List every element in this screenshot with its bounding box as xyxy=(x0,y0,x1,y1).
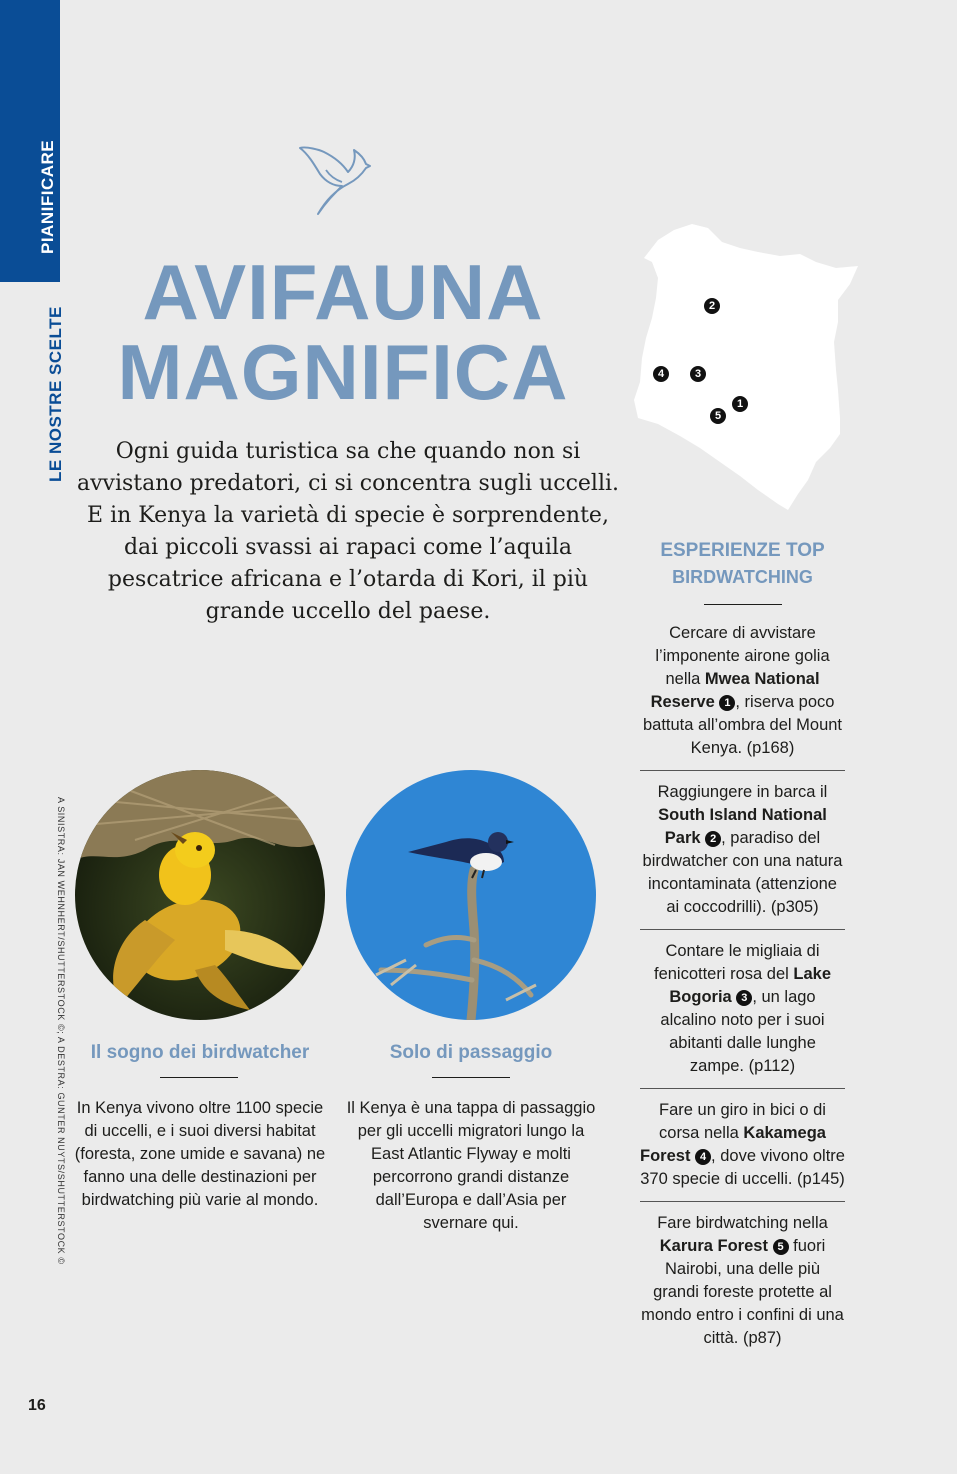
experiences-divider xyxy=(704,604,782,605)
experience-item: Cercare di avvistare l’imponente airone golia nella Mwea National Reserve 1 , riserva poco battuta all’ombra del Mount Kenya. (p168) xyxy=(640,612,845,771)
page-number: 16 xyxy=(28,1397,46,1414)
experience-item: Raggiungere in barca il South Island National Park 2 , paradiso del birdwatcher con una natura incontaminata (attenzione ai coccodrilli). (p305) xyxy=(640,771,845,930)
feature-divider xyxy=(432,1077,510,1078)
feature-divider xyxy=(160,1077,238,1078)
place-number: 4 xyxy=(695,1149,711,1165)
map-marker-4: 4 xyxy=(653,366,669,382)
place-number: 3 xyxy=(736,990,752,1006)
section-label: LE NOSTRE SCELTE xyxy=(46,306,65,482)
place-name: Lake Bogoria xyxy=(669,965,831,1006)
place-name: Karura Forest xyxy=(659,1237,768,1255)
place-number: 1 xyxy=(719,695,735,711)
intro-text: Ogni guida turistica sa che quando non si avvistano predatori, ci si concentra sugli uccelli. E in Kenya la varietà di specie è sorprendente, dai piccoli svassi ai rapaci come l’aquila pescatrice africana e l’otarda di Kori, il più grande uccello del paese. xyxy=(76,439,620,624)
experiences-title xyxy=(640,538,845,590)
feature-title: Il sogno dei birdwatcher xyxy=(90,1042,310,1063)
swallow-photo xyxy=(346,770,596,1020)
experiences-title-line-2: BIRDWATCHING xyxy=(672,567,813,587)
bird-icon xyxy=(296,140,376,220)
photo-credit: A SINISTRA: JAN WEHNHERT/SHUTTERSTOCK ©; A DESTRA: GUNTER NUYTS/SHUTTERSTOCK © xyxy=(56,797,66,1265)
place-name: Kakamega Forest xyxy=(640,1124,826,1165)
feature-text: In Kenya vivono oltre 1100 specie di uccelli, e i suoi diversi habitat (foresta, zone umide e savana) ne fanno una delle destinazioni per birdwatching più varie al mondo. xyxy=(74,1099,326,1209)
kenya-map xyxy=(630,222,865,512)
place-name: Mwea National Reserve xyxy=(650,670,820,711)
weaver-bird-photo xyxy=(75,770,325,1020)
experience-item: Contare le migliaia di fenicotteri rosa del Lake Bogoria 3 , un lago alcalino noto per i suoi abitanti dalle lunghe zampe. (p112) xyxy=(640,930,845,1089)
map-marker-3: 3 xyxy=(690,366,706,382)
title-line-1: AVIFAUNA xyxy=(142,248,544,336)
experiences-list xyxy=(640,612,845,1360)
side-tab-label: PIANIFICARE xyxy=(38,139,57,254)
feature-text: Il Kenya è una tappa di passaggio per gli uccelli migratori lungo la East Atlantic Flyway e molti percorrono grandi distanze dall’Europa e dall’Asia per svernare qui. xyxy=(346,1099,596,1232)
experience-item: Fare un giro in bici o di corsa nella Kakamega Forest 4 , dove vivono oltre 370 specie di uccelli. (p145) xyxy=(640,1089,845,1202)
place-number: 2 xyxy=(705,831,721,847)
title-line-2: MAGNIFICA xyxy=(117,328,569,416)
feature-title: Solo di passaggio xyxy=(389,1042,553,1063)
experience-item: Fare birdwatching nella Karura Forest 5 fuori Nairobi, una delle più grandi foreste protette al mondo entro i confini di una città. (p87) xyxy=(641,1214,844,1347)
map-marker-2: 2 xyxy=(704,298,720,314)
map-marker-5: 5 xyxy=(710,408,726,424)
page-title xyxy=(60,248,626,416)
experiences-title-line-1: ESPERIENZE TOP xyxy=(660,540,825,561)
place-name: South Island National Park xyxy=(658,806,827,847)
map-marker-1: 1 xyxy=(732,396,748,412)
place-number: 5 xyxy=(773,1239,789,1255)
